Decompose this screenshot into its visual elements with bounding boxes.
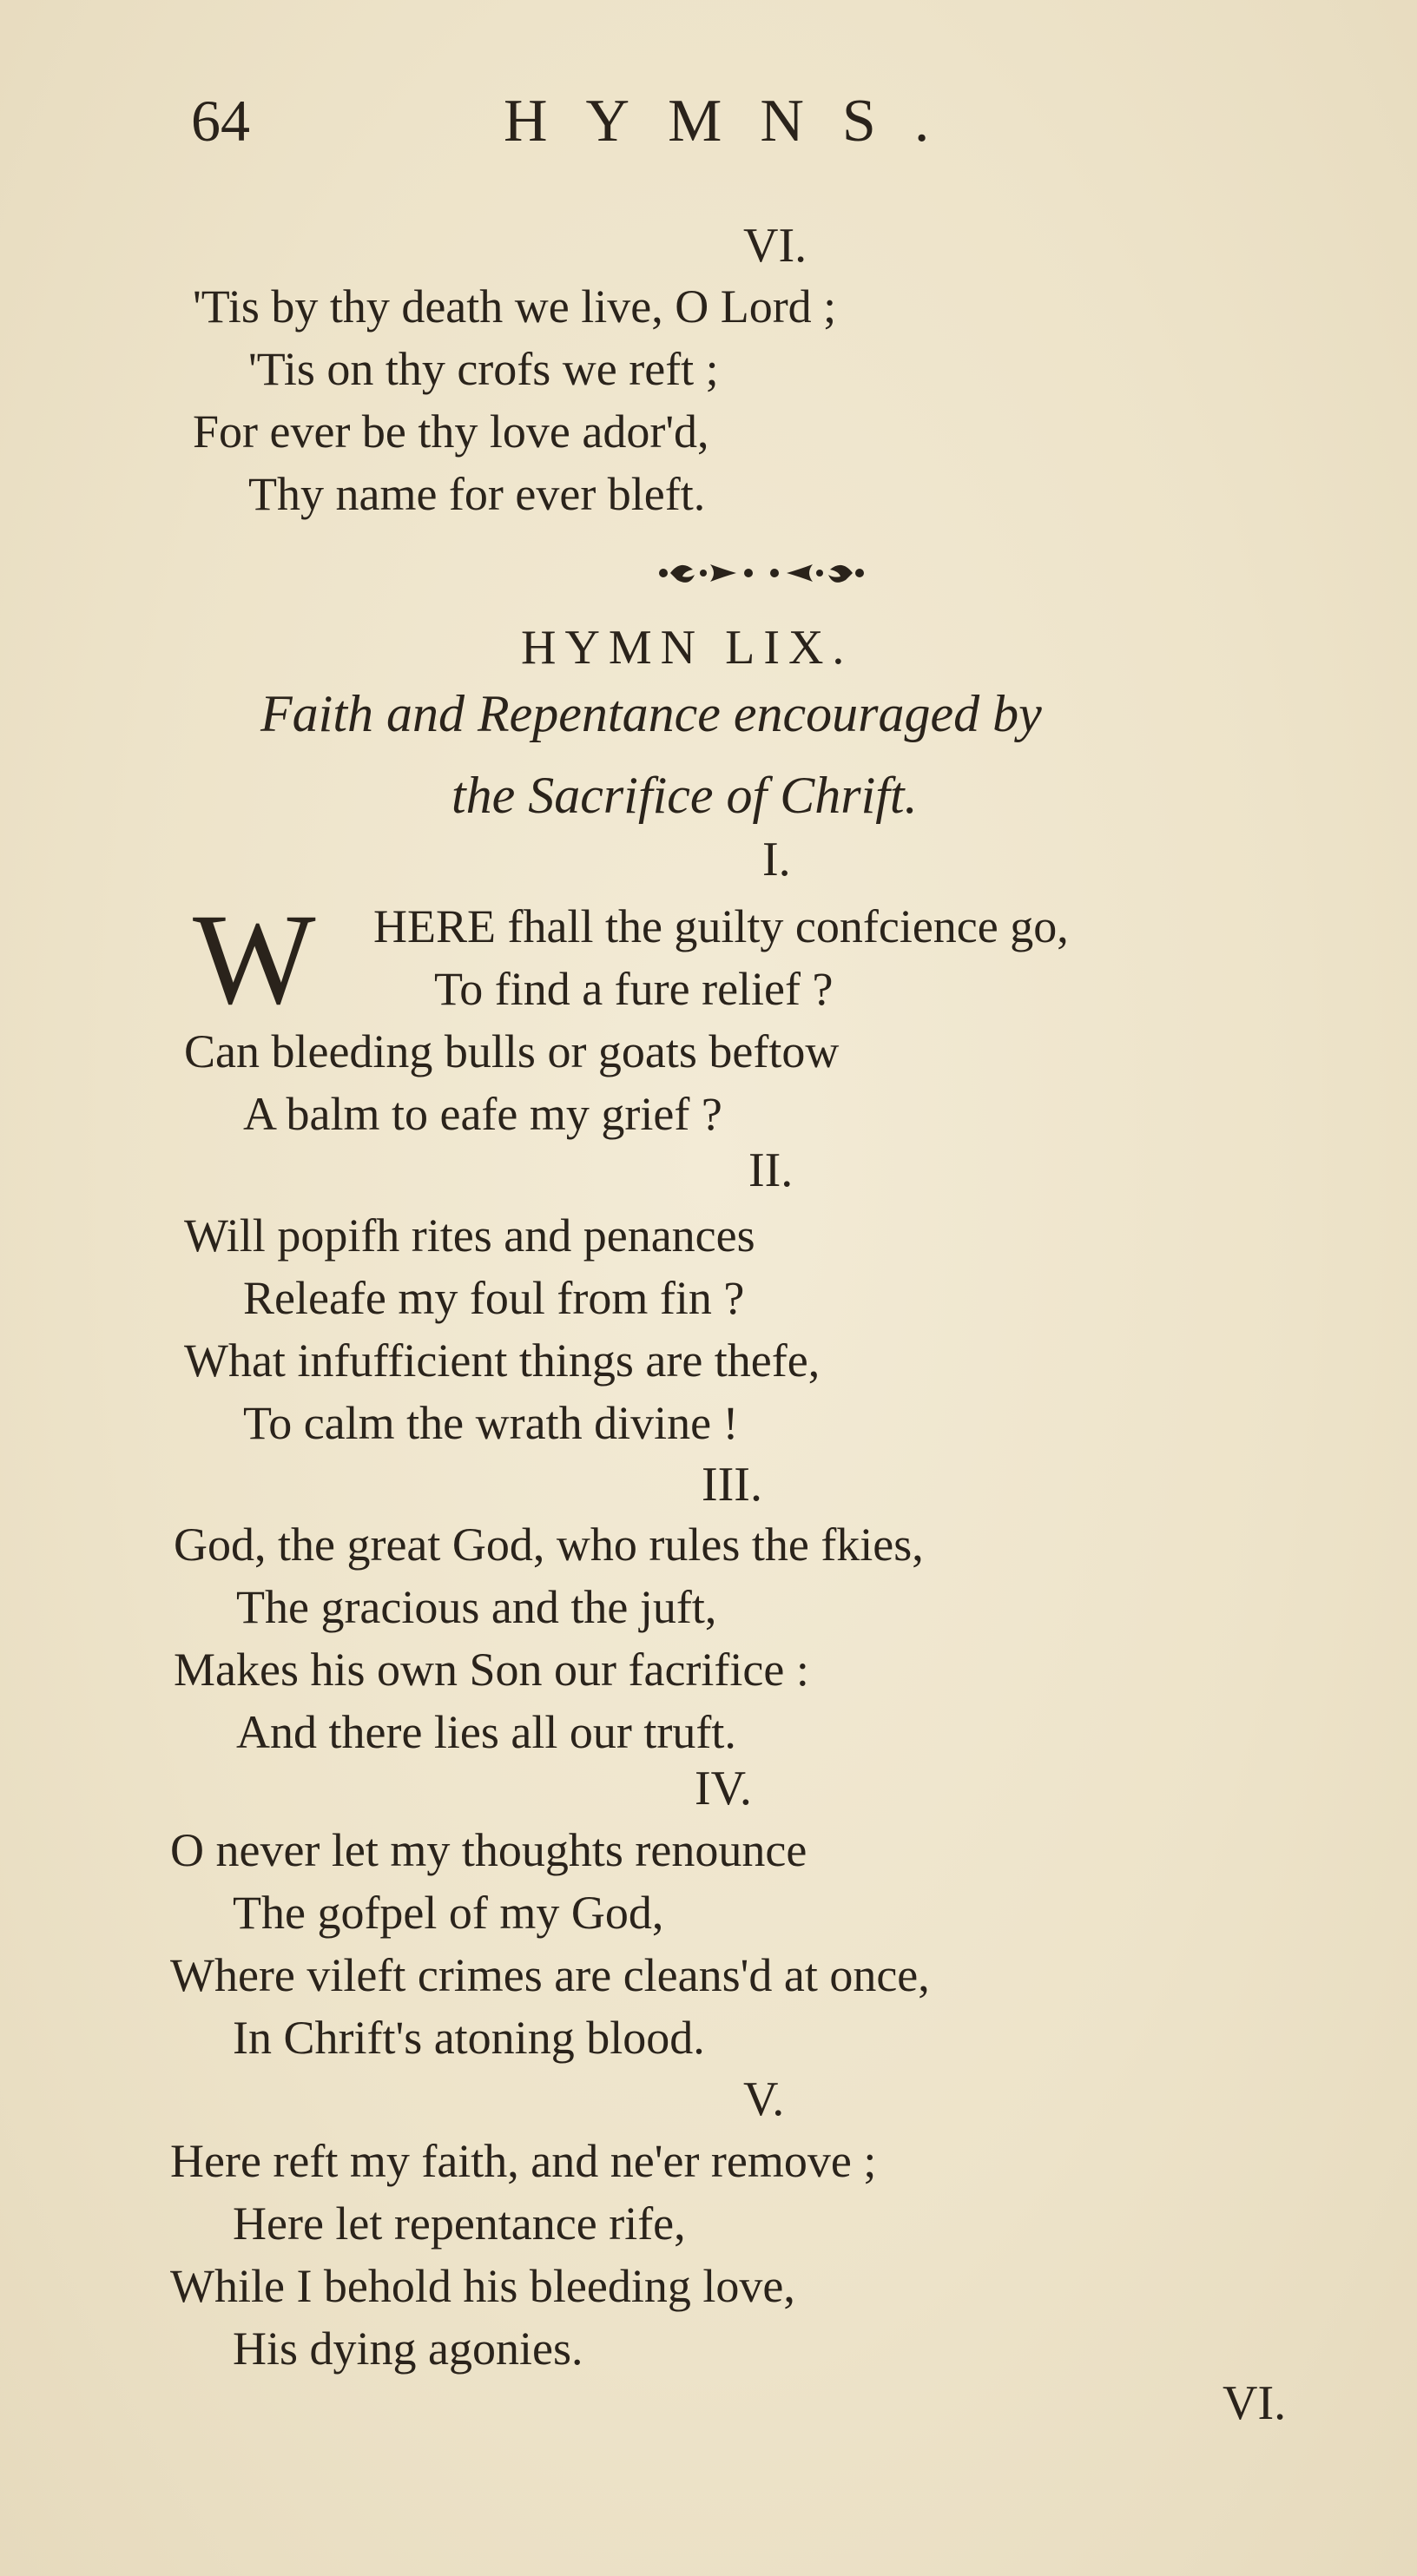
stanza-numeral: III. xyxy=(702,1458,762,1512)
hymn-subtitle: Faith and Repentance encouraged by xyxy=(260,685,1042,742)
hymn-subtitle: the Sacrifice of Chrift. xyxy=(451,767,918,824)
verse-line: To calm the wrath divine ! xyxy=(243,1397,739,1449)
verse-line: And there lies all our truft. xyxy=(236,1706,736,1758)
verse-line: God, the great God, who rules the fkies, xyxy=(174,1519,924,1571)
verse-line: Here reft my faith, and ne'er remove ; xyxy=(170,2135,877,2187)
ornament-divider xyxy=(653,556,870,590)
running-title: HYMNS. xyxy=(504,88,968,155)
verse-line: While I behold his bleeding love, xyxy=(170,2260,795,2312)
verse-line: The gracious and the juft, xyxy=(236,1581,717,1633)
verse-line: A balm to eafe my grief ? xyxy=(243,1088,722,1140)
stanza-numeral: I. xyxy=(762,833,791,886)
verse-line: For ever be thy love ador'd, xyxy=(193,405,709,458)
verse-line: To find a fure relief ? xyxy=(434,963,834,1015)
verse-line: 'Tis by thy death we live, O Lord ; xyxy=(193,280,837,333)
stanza-numeral: V. xyxy=(743,2072,785,2126)
catchword: VI. xyxy=(1223,2376,1287,2430)
verse-line: Makes his own Son our facrifice : xyxy=(174,1644,809,1696)
verse-line: Where vileft crimes are cleans'd at once, xyxy=(170,1949,930,2001)
verse-line: What infufficient things are thefe, xyxy=(184,1334,821,1387)
verse-line: Will popifh rites and penances xyxy=(184,1209,755,1262)
hymn-title: HYMN LIX. xyxy=(521,621,853,675)
verse-line: Can bleeding bulls or goats beftow xyxy=(184,1025,840,1077)
stanza-numeral: VI. xyxy=(743,219,807,273)
verse-line: In Chrift's atoning blood. xyxy=(233,2012,705,2064)
verse-line: 'Tis on thy crofs we reft ; xyxy=(248,343,719,395)
verse-line: The gofpel of my God, xyxy=(233,1887,664,1939)
verse-line: O never let my thoughts renounce xyxy=(170,1824,807,1876)
drop-cap: W xyxy=(193,887,316,1031)
stanza-numeral: IV. xyxy=(695,1762,752,1815)
verse-line: Releafe my foul from fin ? xyxy=(243,1272,745,1324)
stanza-numeral: II. xyxy=(748,1143,794,1197)
verse-line: Thy name for ever bleft. xyxy=(248,468,706,520)
verse-line: HERE fhall the guilty confcience go, xyxy=(373,900,1069,952)
verse-line: His dying agonies. xyxy=(233,2322,583,2375)
verse-line: Here let repentance rife, xyxy=(233,2197,686,2250)
page-number: 64 xyxy=(191,88,250,154)
